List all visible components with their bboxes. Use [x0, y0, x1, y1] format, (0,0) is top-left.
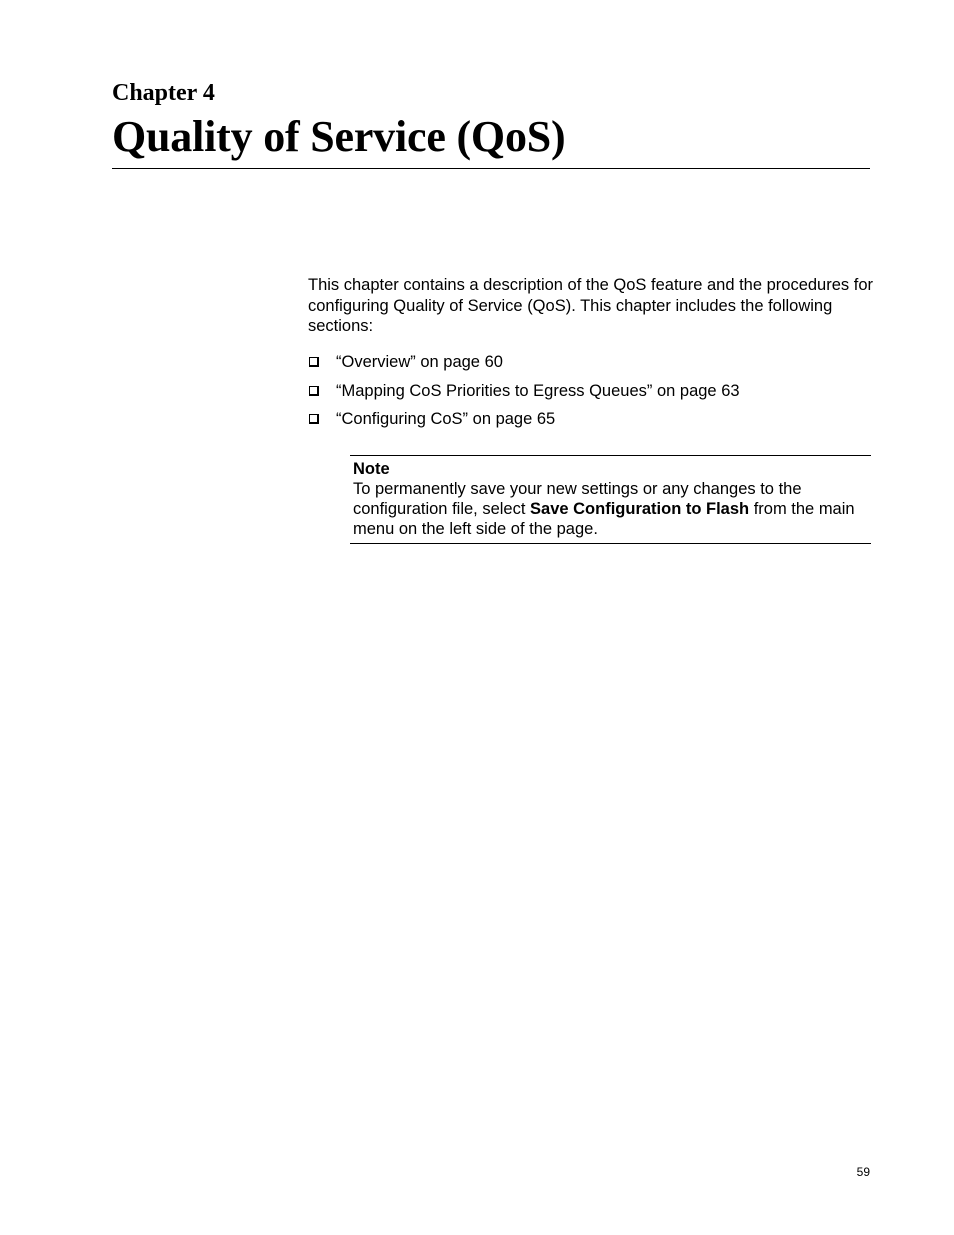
chapter-title: Quality of Service (QoS) [112, 112, 566, 161]
note-text-after: from the main menu on the left side of the page. [353, 500, 855, 538]
list-item [308, 352, 740, 381]
section-link-configuring-cos[interactable]: “Configuring CoS” on page 65 [336, 410, 556, 428]
checkbox-square-icon [309, 357, 319, 367]
chapter-label: Chapter 4 [112, 80, 215, 106]
note-box [350, 455, 871, 544]
list-item [308, 409, 740, 438]
note-heading: Note [353, 460, 390, 478]
section-link-overview[interactable]: “Overview” on page 60 [336, 353, 503, 371]
checkbox-square-icon [309, 386, 319, 396]
intro-paragraph: This chapter contains a description of the QoS feature and the procedures for configuring Quality of Service (QoS). This chapter includes the following sections: [308, 276, 873, 335]
page-number: 59 [856, 1165, 870, 1179]
section-link-mapping-cos[interactable]: “Mapping CoS Priorities to Egress Queues” on page 63 [336, 381, 740, 400]
note-text-before: To permanently save your new settings or any changes to the configuration file, select [353, 480, 802, 518]
title-rule [112, 168, 870, 169]
note-body [353, 479, 868, 539]
note-text-bold: Save Configuration to Flash [530, 500, 750, 518]
checkbox-square-icon [309, 414, 319, 424]
section-list [308, 352, 740, 438]
list-item [308, 381, 740, 410]
